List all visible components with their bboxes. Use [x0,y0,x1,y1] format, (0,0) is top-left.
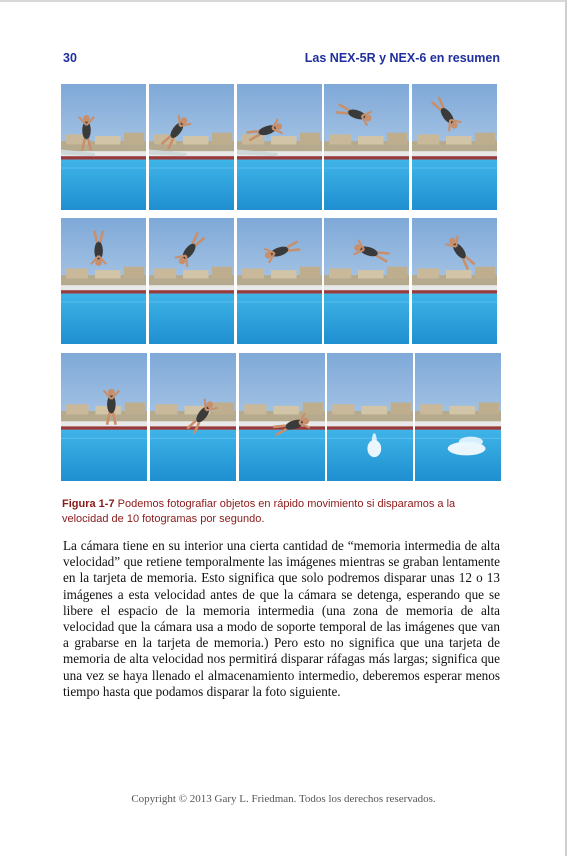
sequence-photo [237,84,322,210]
sequence-photo [324,218,409,344]
figure-caption-text: Podemos fotografiar objetos en rápido movimiento si disparamos a la velocidad de 10 fotogramas por segundo. [62,498,456,525]
figure-caption [62,497,502,527]
page-number: 30 [63,51,77,65]
page-header [63,51,500,69]
sequence-photo [149,84,234,210]
sequence-photo [61,84,146,210]
sequence-photo [415,353,501,481]
sequence-photo [237,218,322,344]
figure-label: Figura 1-7 [62,498,115,510]
sequence-photo [149,218,234,344]
sequence-photo [324,84,409,210]
sequence-photo [412,218,497,344]
sequence-photo [327,353,413,481]
copyright-footer: Copyright © 2013 Gary L. Friedman. Todos los derechos reservados. [131,793,436,805]
sequence-photo [61,353,147,481]
sequence-photo [239,353,325,481]
body-paragraph: La cámara tiene en su interior una cierta cantidad de “memoria intermedia de alta velocidad” que retiene temporalmente las imágenes mientras se graban lentamente en la tarjeta de memoria. Esto significa que solo podremos disparar unas 12 o 13 imágenes a esta velocidad antes de que la cámara se detenga, esperando que se libere el espacio de la memoria intermedia (una zona de memoria de alta velocidad que la cámara usa a modo de soporte temporal de las imágenes que van a grabarse en la tarjeta de memoria.) Pero esto no significa que una tarjeta de memoria de alta velocidad nos permitirá disparar ráfagas más largas; significa que una vez se haya llenado el almacenamiento intermedio, deberemos esperar menos tiempo hasta que podamos disparar la foto siguiente. [63,538,500,699]
running-title: Las NEX-5R y NEX-6 en resumen [304,51,500,65]
top-edge [0,0,567,2]
sequence-photo [150,353,236,481]
sequence-photo [412,84,497,210]
sequence-photo [61,218,146,344]
